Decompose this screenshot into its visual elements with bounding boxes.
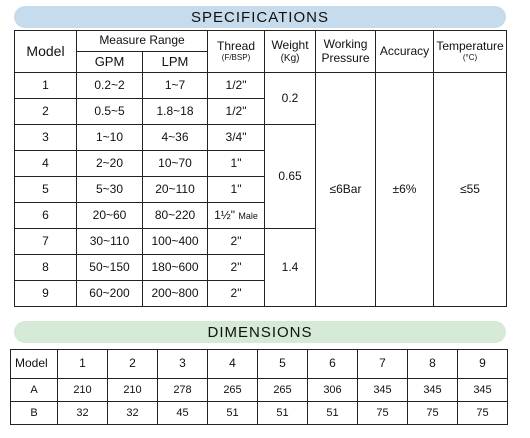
thread-cell: 1" (208, 177, 265, 203)
dim-value: 345 (408, 379, 458, 402)
dimensions-title: DIMENSIONS (207, 323, 313, 341)
model-cell: 8 (15, 255, 77, 281)
specifications-table (14, 30, 507, 307)
gpm-cell: 20~60 (77, 203, 143, 229)
lpm-cell: 1~7 (143, 73, 208, 99)
weight-cell: 0.2 (265, 73, 316, 125)
dim-model-number: 4 (208, 350, 258, 379)
lpm-cell: 80~220 (143, 203, 208, 229)
thread-cell: 3/4" (208, 125, 265, 151)
dim-row-label: B (11, 402, 58, 425)
weight-cell: 0.65 (265, 125, 316, 229)
dim-model-number: 1 (58, 350, 108, 379)
dim-value: 75 (408, 402, 458, 425)
dim-value: 265 (208, 379, 258, 402)
dim-value: 75 (458, 402, 508, 425)
spec-header-row (15, 31, 507, 52)
specifications-title: SPECIFICATIONS (191, 8, 329, 26)
lpm-cell: 180~600 (143, 255, 208, 281)
gpm-cell: 50~150 (77, 255, 143, 281)
thread-header-label: Thread (217, 39, 256, 53)
dim-model-number: 8 (408, 350, 458, 379)
model-cell: 5 (15, 177, 77, 203)
thread-note: Male (238, 210, 258, 221)
model-cell: 7 (15, 229, 77, 255)
table-row (11, 402, 508, 425)
lpm-cell: 10~70 (143, 151, 208, 177)
dim-model-number: 7 (358, 350, 408, 379)
lpm-cell: 1.8~18 (143, 99, 208, 125)
dim-value: 210 (58, 379, 108, 402)
thread-cell: 1" (208, 151, 265, 177)
dimensions-banner (14, 321, 506, 343)
dim-value: 345 (458, 379, 508, 402)
thread-header-sub: (F/BSP) (221, 53, 251, 63)
lpm-cell: 100~400 (143, 229, 208, 255)
gpm-cell: 1~10 (77, 125, 143, 151)
model-cell: 1 (15, 73, 77, 99)
gpm-cell: 2~20 (77, 151, 143, 177)
measure-range-header: Measure Range (77, 31, 208, 52)
pressure-label: Pressure (321, 50, 370, 65)
gpm-cell: 0.2~2 (77, 73, 143, 99)
gpm-cell: 60~200 (77, 281, 143, 307)
dim-row-label: A (11, 379, 58, 402)
lpm-header: LPM (143, 52, 208, 73)
working-label: Working (323, 37, 368, 52)
weight-header (265, 31, 316, 73)
table-row (15, 73, 507, 99)
dim-header-row (11, 350, 508, 379)
thread-cell: 1/2" (208, 99, 265, 125)
specifications-banner (14, 6, 506, 28)
gpm-cell: 0.5~5 (77, 99, 143, 125)
dim-value: 45 (158, 402, 208, 425)
accuracy-header: Accuracy (376, 31, 434, 73)
working-pressure-header (316, 31, 376, 73)
thread-cell: 2" (208, 229, 265, 255)
accuracy-cell: ±6% (376, 73, 434, 307)
thread-cell: 1/2" (208, 73, 265, 99)
dim-value: 51 (258, 402, 308, 425)
dim-value: 32 (58, 402, 108, 425)
model-cell: 4 (15, 151, 77, 177)
dim-model-header: Model (11, 350, 58, 379)
gpm-cell: 30~110 (77, 229, 143, 255)
dim-model-number: 3 (158, 350, 208, 379)
thread-cell: 2" (208, 281, 265, 307)
dim-value: 306 (308, 379, 358, 402)
temperature-header (434, 31, 507, 73)
model-cell: 3 (15, 125, 77, 151)
thread-cell: 2" (208, 255, 265, 281)
dim-value: 345 (358, 379, 408, 402)
thread-cell (208, 203, 265, 229)
dim-model-number: 5 (258, 350, 308, 379)
weight-header-label: Weight (271, 37, 309, 52)
dim-value: 265 (258, 379, 308, 402)
dim-value: 51 (308, 402, 358, 425)
dim-value: 32 (108, 402, 158, 425)
dim-value: 278 (158, 379, 208, 402)
gpm-header: GPM (77, 52, 143, 73)
temperature-header-sub: (°C) (462, 53, 478, 63)
lpm-cell: 4~36 (143, 125, 208, 151)
dim-value: 75 (358, 402, 408, 425)
model-cell: 9 (15, 281, 77, 307)
dim-value: 51 (208, 402, 258, 425)
dim-value: 210 (108, 379, 158, 402)
table-row (11, 379, 508, 402)
lpm-cell: 20~110 (143, 177, 208, 203)
temperature-cell: ≤55 (434, 73, 507, 307)
thread-value: 1½" (214, 207, 236, 222)
weight-header-sub: (Kg) (280, 53, 300, 65)
dim-model-number: 2 (108, 350, 158, 379)
gpm-cell: 5~30 (77, 177, 143, 203)
dimensions-table (10, 349, 508, 425)
weight-cell: 1.4 (265, 229, 316, 307)
dim-model-number: 6 (308, 350, 358, 379)
pressure-cell: ≤6Bar (316, 73, 376, 307)
dim-model-number: 9 (458, 350, 508, 379)
model-header: Model (15, 31, 77, 73)
model-cell: 2 (15, 99, 77, 125)
model-cell: 6 (15, 203, 77, 229)
lpm-cell: 200~800 (143, 281, 208, 307)
thread-header (208, 31, 265, 73)
temperature-header-label: Temperature (436, 39, 504, 53)
